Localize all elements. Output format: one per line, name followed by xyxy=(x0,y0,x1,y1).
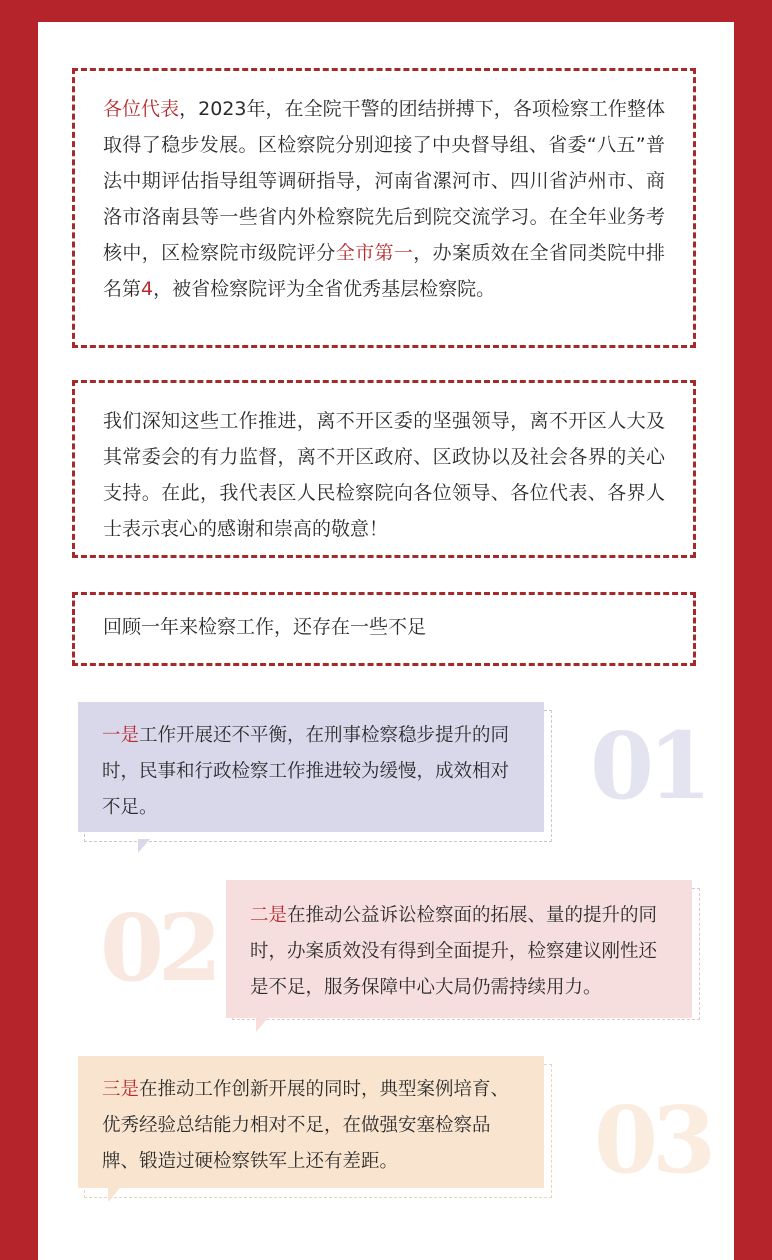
card-3-text: 在推动工作创新开展的同时，典型案例培育、优秀经验总结能力相对不足，在做强安塞检察品牌、锻造过硬检察铁军上还有差距。 xyxy=(102,1079,510,1172)
intro-box xyxy=(72,68,696,348)
content-page xyxy=(38,22,734,1260)
intro-text-3: ，被省检察院评为全省优秀基层检察院。 xyxy=(153,278,496,300)
intro-text-2: ，办案质效在全省同类院中排名第 xyxy=(103,242,665,300)
card-2-tail xyxy=(256,1018,268,1032)
number-03: 03 xyxy=(594,1086,711,1194)
card-3-tail xyxy=(108,1188,120,1202)
intro-highlight-number: 4 xyxy=(141,278,154,300)
thanks-text: 我们深知这些工作推进，离不开区委的坚强领导，离不开区人大及其常委会的有力监督，离不开区政府、区政协以及社会各界的关心支持。在此，我代表区人民检察院向各位领导、各位代表、各界人士表示衷心的感谢和崇高的敬意！ xyxy=(103,410,665,540)
card-1-lead: 一是 xyxy=(102,725,140,746)
intro-text-1: ，2023年，在全院干警的团结拼搏下，各项检察工作整体取得了稳步发展。区检察院分别迎接了中央督导组、省委“八五”普法中期评估指导组等调研指导，河南省漯河市、四川省泸州市、商洛市洛南县等一些省内外检察院先后到院交流学习。在全年业务考核中，区检察院市级院评分 xyxy=(103,98,665,264)
card-1-text: 工作开展还不平衡，在刑事检察稳步提升的同时，民事和行政检察工作推进较为缓慢，成效相对不足。 xyxy=(102,725,510,818)
number-02: 02 xyxy=(100,894,217,1002)
card-2-text: 在推动公益诉讼检察面的拓展、量的提升的同时，办案质效没有得到全面提升，检察建议刚性还是不足，服务保障中心大局仍需持续用力。 xyxy=(250,905,658,998)
number-01: 01 xyxy=(590,712,707,820)
shortcomings-heading: 回顾一年来检察工作，还存在一些不足 xyxy=(103,616,427,638)
card-1-tail xyxy=(138,839,150,853)
intro-highlight-rank: 全市第一 xyxy=(335,242,414,264)
intro-lead: 各位代表 xyxy=(103,98,180,120)
shortcomings-heading-box xyxy=(72,592,696,666)
thanks-box xyxy=(72,380,696,558)
shortcoming-card-3 xyxy=(78,1056,544,1188)
card-2-lead: 二是 xyxy=(250,905,288,926)
shortcoming-card-2 xyxy=(226,880,692,1018)
shortcoming-card-1 xyxy=(78,702,544,832)
card-3-lead: 三是 xyxy=(102,1079,140,1100)
